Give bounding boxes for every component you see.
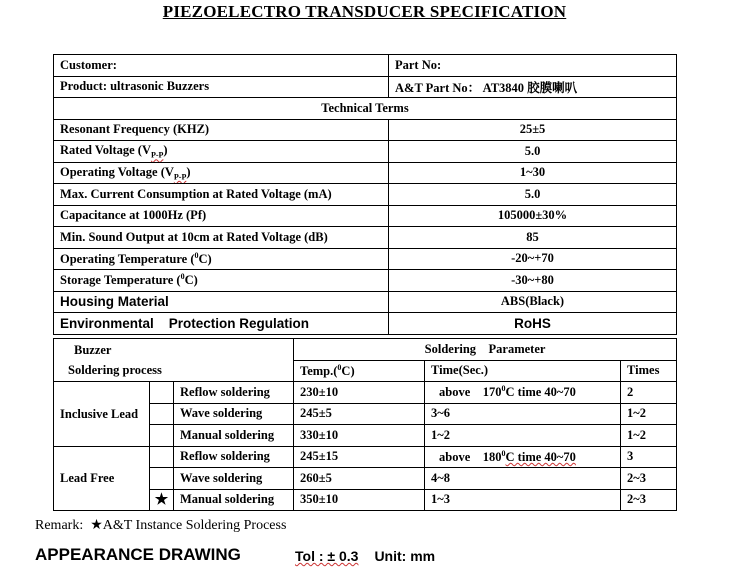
table-row (54, 446, 677, 468)
table-row (54, 76, 677, 98)
time-cell: above $170^0C$ time 40~70 (425, 382, 621, 404)
times-cell: 1~2 (621, 403, 677, 425)
table-row (54, 313, 677, 335)
method-cell: Manual soldering (174, 425, 294, 447)
method-cell: Reflow soldering (174, 446, 294, 468)
method-cell: Reflow soldering (174, 382, 294, 404)
method-cell: Manual soldering (174, 489, 294, 511)
time-cell: above $180^0C$ time 40~70 (425, 446, 621, 468)
spec-value: 5.0 (389, 184, 677, 206)
temp-header: Temp.($^0$C) (294, 360, 425, 382)
table-row (54, 98, 677, 120)
table-row (54, 162, 677, 184)
temp-cell: 350±10 (294, 489, 425, 511)
spec-value: RoHS (389, 313, 677, 335)
product-label: Product: ultrasonic Buzzers (54, 76, 389, 98)
spec-table (53, 54, 677, 335)
times-cell: 3 (621, 446, 677, 468)
table-row (54, 205, 677, 227)
spec-value: 1~30 (389, 162, 677, 184)
remark-note: Remark: ★A&T Instance Soldering Process (35, 518, 287, 533)
part-no-label: Part No: (389, 55, 677, 77)
spec-label: Housing Material (54, 291, 389, 313)
spec-label: Rated Voltage $(V_{P-P})$ (54, 141, 389, 163)
time-cell: 1~3 (425, 489, 621, 511)
table-row (54, 248, 677, 270)
customer-label: Customer: (54, 55, 389, 77)
tolerance-unit (295, 548, 435, 564)
times-cell: 2~3 (621, 468, 677, 490)
time-cell: 4~8 (425, 468, 621, 490)
spec-label: Resonant Frequency (KHZ) (54, 119, 389, 141)
spec-label: Environmental Protection Regulation (54, 313, 389, 335)
times-cell: 2~3 (621, 489, 677, 511)
table-row (54, 227, 677, 249)
star-cell (150, 468, 174, 490)
spec-label: Operating Temperature ($^0$C) (54, 248, 389, 270)
table-row (54, 382, 677, 404)
appearance-drawing-title: APPEARANCE DRAWING (35, 545, 241, 564)
tolerance-text: Tol : ± 0.3 (295, 548, 359, 564)
method-cell: Wave soldering (174, 468, 294, 490)
spec-value: ABS(Black) (389, 291, 677, 313)
spec-value: 85 (389, 227, 677, 249)
times-header: Times (621, 360, 677, 382)
table-row (54, 339, 677, 361)
at-part-label: A&T Part No： AT3840 胶膜喇叭 (389, 76, 677, 98)
spec-value: -20~+70 (389, 248, 677, 270)
table-row (54, 184, 677, 206)
spec-value: -30~+80 (389, 270, 677, 292)
table-row (54, 291, 677, 313)
times-cell: 2 (621, 382, 677, 404)
document-title: PIEZOELECTRO TRANSDUCER SPECIFICATION (162, 2, 567, 21)
temp-cell: 330±10 (294, 425, 425, 447)
unit-text: Unit: mm (374, 548, 436, 564)
buzzer-soldering-process-header: Buzzer Soldering process (54, 339, 294, 382)
star-cell (150, 446, 174, 468)
table-row (54, 55, 677, 77)
soldering-table (53, 338, 677, 511)
group-lead-free: Lead Free (54, 446, 150, 511)
star-icon: ★ (150, 489, 174, 511)
time-cell: 1~2 (425, 425, 621, 447)
spec-label: Operating Voltage $(V_{P-P})$ (54, 162, 389, 184)
spec-value: 25±5 (389, 119, 677, 141)
star-cell (150, 382, 174, 404)
temp-cell: 245±5 (294, 403, 425, 425)
method-cell: Wave soldering (174, 403, 294, 425)
star-cell (150, 425, 174, 447)
temp-cell: 230±10 (294, 382, 425, 404)
spec-label: Capacitance at 1000Hz (Pf) (54, 205, 389, 227)
temp-cell: 245±15 (294, 446, 425, 468)
temp-cell: 260±5 (294, 468, 425, 490)
star-cell (150, 403, 174, 425)
times-cell: 1~2 (621, 425, 677, 447)
soldering-parameter-header: Soldering Parameter (294, 339, 677, 361)
table-row (54, 119, 677, 141)
spec-value: 5.0 (389, 141, 677, 163)
table-row (54, 141, 677, 163)
table-row (54, 270, 677, 292)
time-cell: 3~6 (425, 403, 621, 425)
spec-label: Max. Current Consumption at Rated Voltage (mA) (54, 184, 389, 206)
technical-terms-heading: Technical Terms (54, 98, 677, 120)
time-header: Time(Sec.) (425, 360, 621, 382)
group-inclusive-lead: Inclusive Lead (54, 382, 150, 447)
spec-label: Min. Sound Output at 10cm at Rated Voltage (dB) (54, 227, 389, 249)
spec-value: 105000±30% (389, 205, 677, 227)
spec-label: Storage Temperature ($^0$C) (54, 270, 389, 292)
